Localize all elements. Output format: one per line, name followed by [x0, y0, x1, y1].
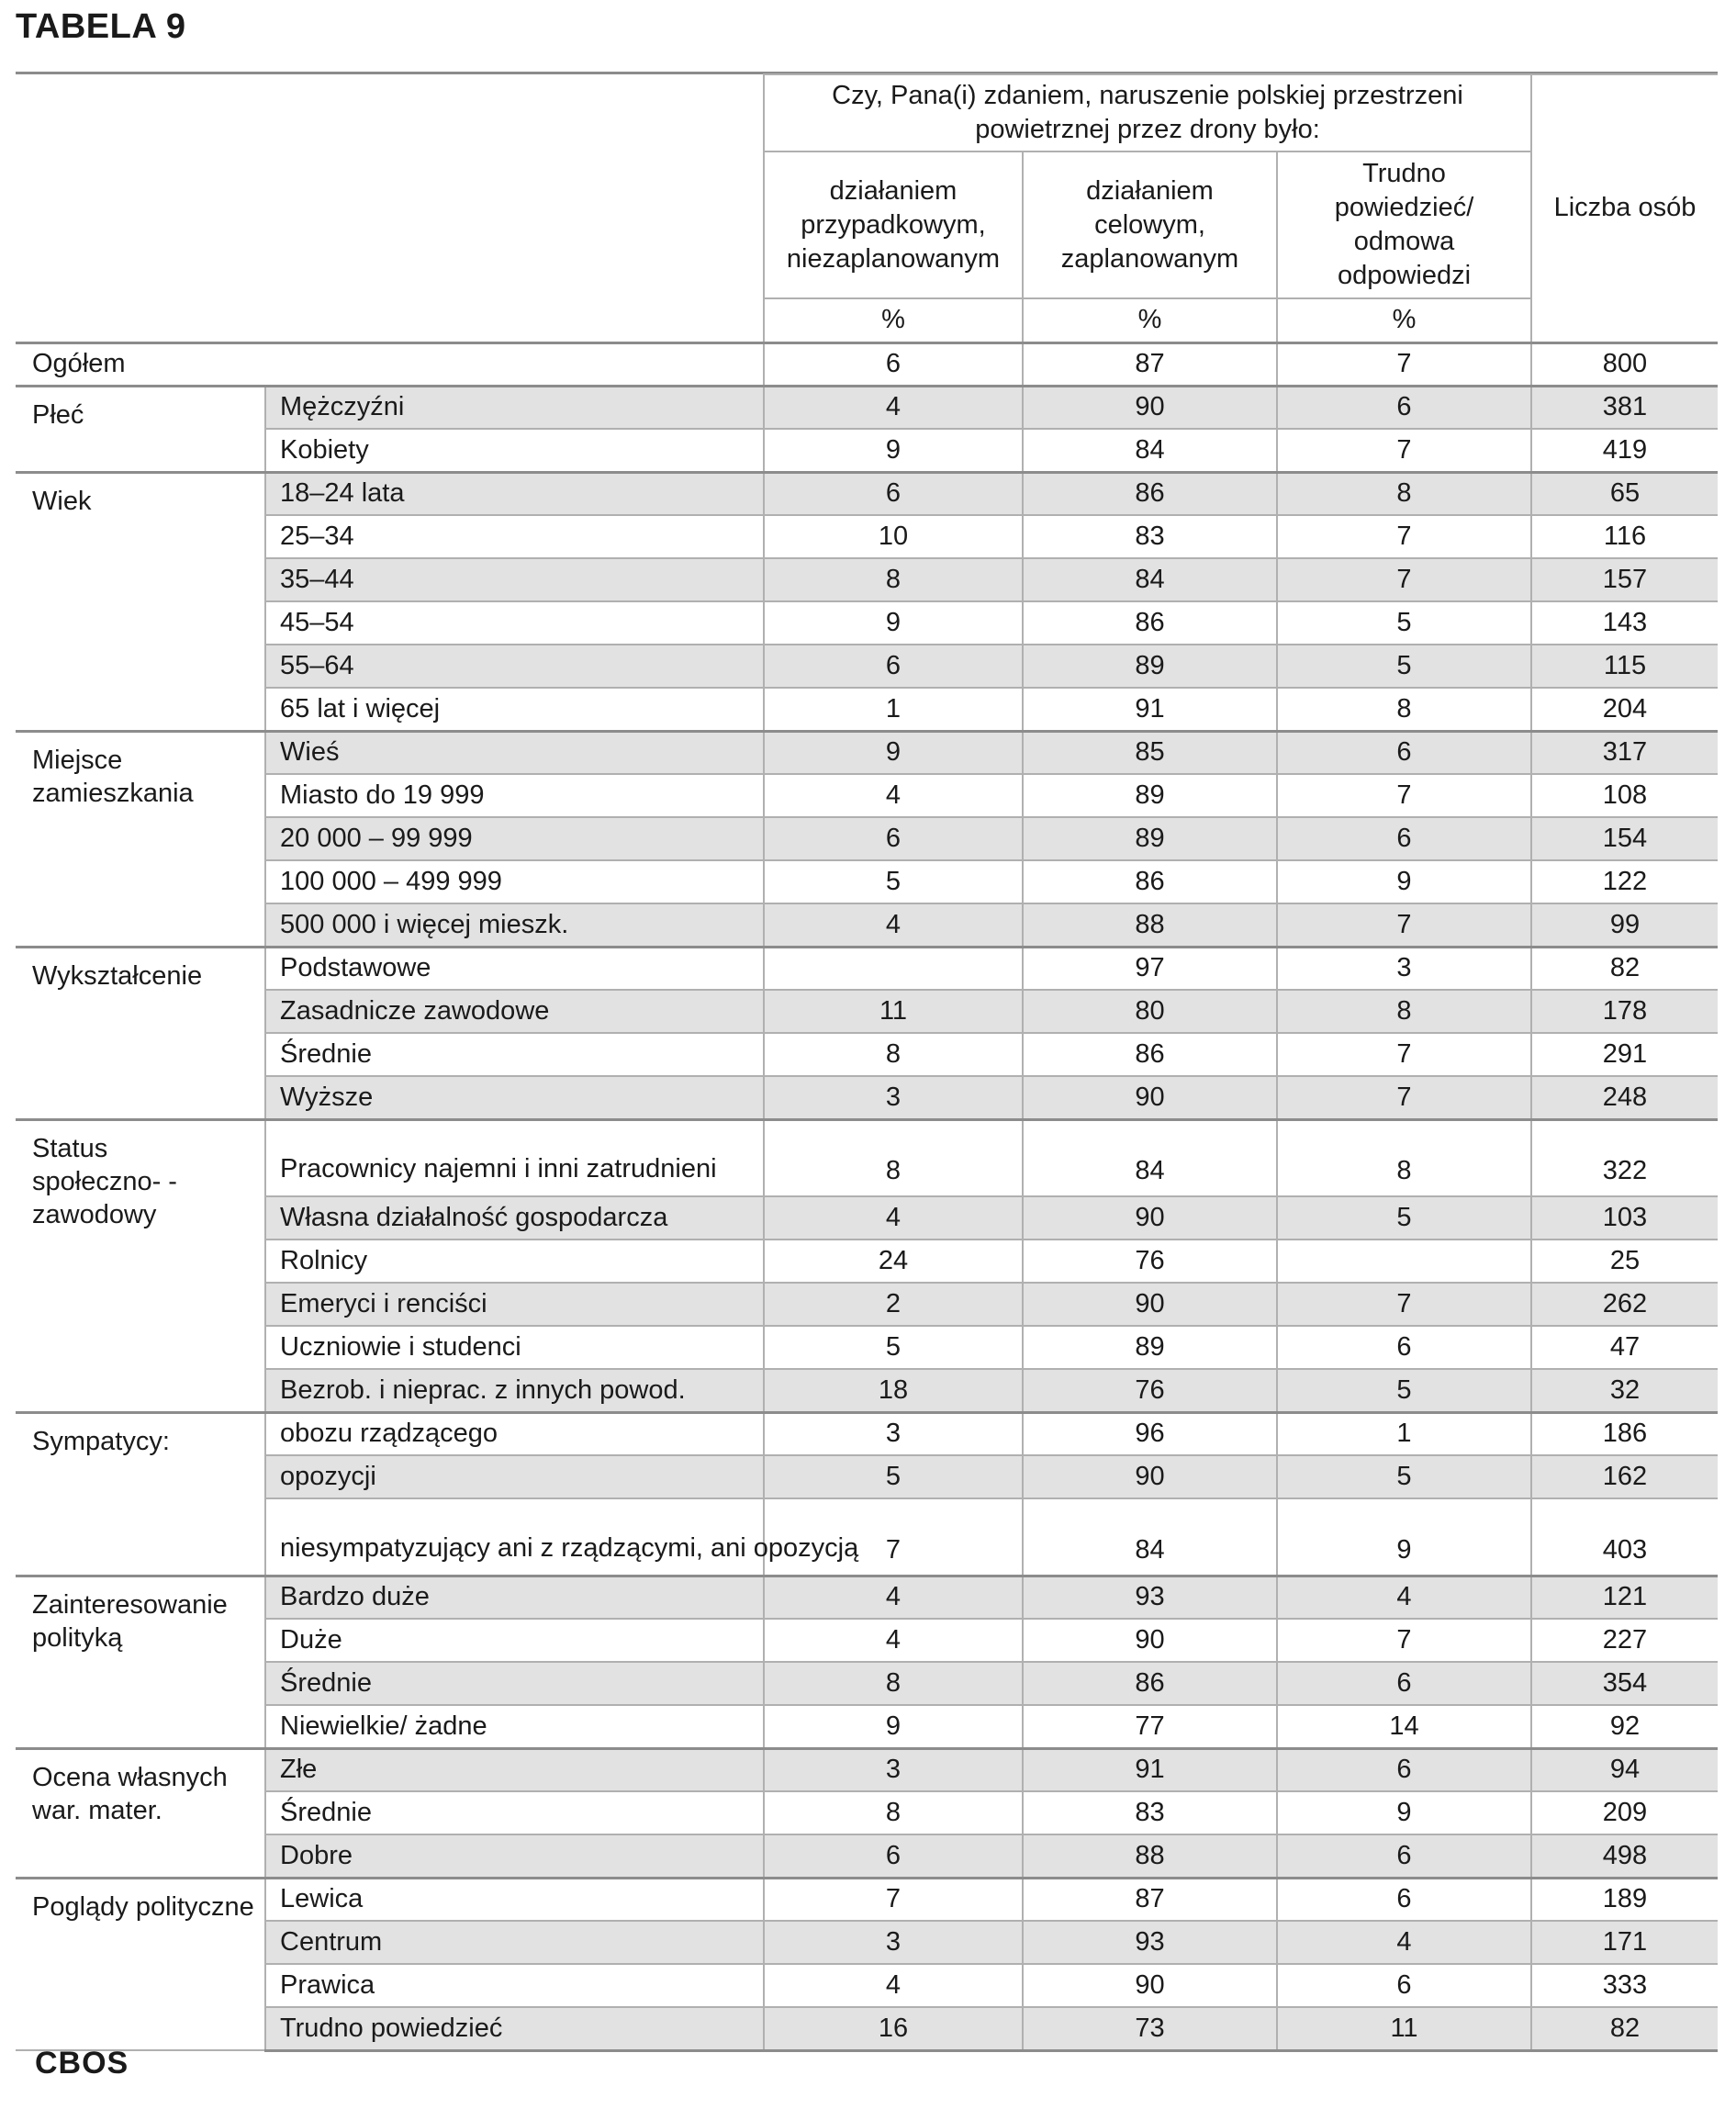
col-hard-to-say-value: 7: [1277, 1033, 1531, 1076]
unit-label: %: [1023, 298, 1277, 342]
table-row: [16, 429, 1718, 472]
count-value: 82: [1531, 947, 1718, 990]
table-row: [16, 645, 1718, 688]
table-row: [16, 1834, 1718, 1878]
col-hard-to-say-value: 6: [1277, 386, 1531, 429]
count-value: 115: [1531, 645, 1718, 688]
row-label: Średnie: [265, 1791, 764, 1834]
col-hard-to-say-value: 6: [1277, 1878, 1531, 1921]
row-label: Prawica: [265, 1964, 764, 2007]
col-hard-to-say-value: 6: [1277, 731, 1531, 774]
col-random-value: 24: [764, 1240, 1023, 1283]
col-deliberate-value: 97: [1023, 947, 1277, 990]
col-random-value: 10: [764, 515, 1023, 558]
col-deliberate-value: 84: [1023, 1498, 1277, 1576]
col-hard-to-say-value: 4: [1277, 1921, 1531, 1964]
col-deliberate-value: 93: [1023, 1576, 1277, 1619]
col-random-value: 6: [764, 817, 1023, 860]
table-row: [16, 2007, 1718, 2050]
count-value: 209: [1531, 1791, 1718, 1834]
count-value: 47: [1531, 1326, 1718, 1369]
col-random-value: 3: [764, 1748, 1023, 1791]
col-deliberate-header: działaniem celowym, zaplanowanym: [1023, 151, 1277, 298]
col-hard-to-say-value: 7: [1277, 903, 1531, 947]
row-label: 35–44: [265, 558, 764, 601]
table-row: [16, 1326, 1718, 1369]
row-label: Trudno powiedzieć: [265, 2007, 764, 2050]
row-label: 25–34: [265, 515, 764, 558]
row-label: Średnie: [265, 1662, 764, 1705]
table-row: [16, 601, 1718, 645]
col-random-header: działaniem przypadkowym, niezaplanowanym: [764, 151, 1023, 298]
unit-label: %: [1277, 298, 1531, 342]
col-random-value: 7: [764, 1498, 1023, 1576]
col-deliberate-value: 87: [1023, 342, 1277, 386]
col-hard-to-say-value: 14: [1277, 1705, 1531, 1748]
count-value: 800: [1531, 342, 1718, 386]
row-label: Wyższe: [265, 1076, 764, 1119]
row-label: 55–64: [265, 645, 764, 688]
col-hard-to-say-value: 3: [1277, 947, 1531, 990]
count-value: 419: [1531, 429, 1718, 472]
row-label: Duże: [265, 1619, 764, 1662]
col-hard-to-say-value: 6: [1277, 1964, 1531, 2007]
col-hard-to-say-value: [1277, 1240, 1531, 1283]
table-row: [16, 1748, 1718, 1791]
col-random-value: 9: [764, 731, 1023, 774]
col-deliberate-value: 91: [1023, 688, 1277, 731]
table-row: [16, 1576, 1718, 1619]
table-row: [16, 1619, 1718, 1662]
col-deliberate-value: 90: [1023, 1283, 1277, 1326]
row-label: Średnie: [265, 1033, 764, 1076]
table-row: [16, 990, 1718, 1033]
count-value: 154: [1531, 817, 1718, 860]
col-random-value: 8: [764, 1662, 1023, 1705]
count-value: 333: [1531, 1964, 1718, 2007]
row-label: Rolnicy: [265, 1240, 764, 1283]
col-deliberate-value: 86: [1023, 1662, 1277, 1705]
table-row: [16, 386, 1718, 429]
count-value: 204: [1531, 688, 1718, 731]
col-hard-to-say-value: 7: [1277, 429, 1531, 472]
col-deliberate-value: 90: [1023, 1076, 1277, 1119]
col-random-value: 1: [764, 688, 1023, 731]
table-row: [16, 1412, 1718, 1455]
col-hard-to-say-value: 9: [1277, 1498, 1531, 1576]
table-row: [16, 1964, 1718, 2007]
table-row: [16, 688, 1718, 731]
col-deliberate-value: 89: [1023, 774, 1277, 817]
col-hard-to-say-value: 7: [1277, 515, 1531, 558]
col-deliberate-value: 90: [1023, 386, 1277, 429]
col-hard-to-say-value: 5: [1277, 1455, 1531, 1498]
count-value: 171: [1531, 1921, 1718, 1964]
table-row: [16, 1196, 1718, 1240]
table-body: [16, 342, 1718, 2050]
total-row: [16, 342, 1718, 386]
col-deliberate-value: 84: [1023, 558, 1277, 601]
col-hard-to-say-value: 5: [1277, 1369, 1531, 1412]
col-random-value: 11: [764, 990, 1023, 1033]
col-random-value: 9: [764, 601, 1023, 645]
col-deliberate-value: 87: [1023, 1878, 1277, 1921]
col-deliberate-value: 84: [1023, 1119, 1277, 1196]
row-label: obozu rządzącego: [265, 1412, 764, 1455]
col-random-value: 4: [764, 774, 1023, 817]
col-deliberate-value: 76: [1023, 1240, 1277, 1283]
table-row: [16, 817, 1718, 860]
count-value: 381: [1531, 386, 1718, 429]
col-hard-to-say-value: 9: [1277, 860, 1531, 903]
col-deliberate-value: 77: [1023, 1705, 1277, 1748]
col-random-value: 4: [764, 386, 1023, 429]
col-hard-to-say-header: Trudno powiedzieć/ odmowa odpowiedzi: [1277, 151, 1531, 298]
table-row: [16, 1119, 1718, 1196]
col-hard-to-say-value: 6: [1277, 1834, 1531, 1878]
count-value: 103: [1531, 1196, 1718, 1240]
col-random-value: 6: [764, 472, 1023, 515]
row-label: Lewica: [265, 1878, 764, 1921]
col-random-value: 18: [764, 1369, 1023, 1412]
col-hard-to-say-value: 6: [1277, 1326, 1531, 1369]
col-deliberate-value: 89: [1023, 1326, 1277, 1369]
count-value: 317: [1531, 731, 1718, 774]
col-deliberate-value: 83: [1023, 515, 1277, 558]
table-header: [16, 74, 1718, 342]
col-random-value: 5: [764, 1326, 1023, 1369]
row-label: Centrum: [265, 1921, 764, 1964]
count-value: 291: [1531, 1033, 1718, 1076]
col-deliberate-value: 90: [1023, 1619, 1277, 1662]
col-random-value: 7: [764, 1878, 1023, 1921]
col-random-value: 3: [764, 1412, 1023, 1455]
question-header: Czy, Pana(i) zdaniem, naruszenie polskiej przestrzeni powietrznej przez drony było:: [764, 74, 1531, 151]
col-hard-to-say-value: 4: [1277, 1576, 1531, 1619]
col-deliberate-value: 90: [1023, 1455, 1277, 1498]
col-random-value: 3: [764, 1921, 1023, 1964]
col-hard-to-say-value: 8: [1277, 1119, 1531, 1196]
table-row: [16, 860, 1718, 903]
group-label: Wiek: [16, 472, 265, 731]
row-label: Pracownicy najemni i inni zatrudnieni: [265, 1119, 764, 1196]
row-label: Niewielkie/ żadne: [265, 1705, 764, 1748]
col-random-value: 9: [764, 1705, 1023, 1748]
row-label: Uczniowie i studenci: [265, 1326, 764, 1369]
table-row: [16, 1240, 1718, 1283]
unit-label: %: [764, 298, 1023, 342]
col-random-value: 4: [764, 1964, 1023, 2007]
col-deliberate-value: 96: [1023, 1412, 1277, 1455]
table-row: [16, 1705, 1718, 1748]
col-hard-to-say-value: 8: [1277, 688, 1531, 731]
col-random-value: 4: [764, 1196, 1023, 1240]
row-label: 500 000 i więcej mieszk.: [265, 903, 764, 947]
row-label: Bardzo duże: [265, 1576, 764, 1619]
col-hard-to-say-value: 5: [1277, 1196, 1531, 1240]
group-label: Ocena własnych war. mater.: [16, 1748, 265, 1878]
count-value: 121: [1531, 1576, 1718, 1619]
count-value: 178: [1531, 990, 1718, 1033]
table-row: [16, 1791, 1718, 1834]
table-row: [16, 1878, 1718, 1921]
table-row: [16, 1369, 1718, 1412]
group-label: Status społeczno- -zawodowy: [16, 1119, 265, 1412]
table-row: [16, 558, 1718, 601]
row-label: Bezrob. i nieprac. z innych powod.: [265, 1369, 764, 1412]
row-label: 100 000 – 499 999: [265, 860, 764, 903]
count-header: Liczba osób: [1531, 74, 1718, 342]
col-random-value: 5: [764, 1455, 1023, 1498]
col-random-value: 9: [764, 429, 1023, 472]
table-row: [16, 731, 1718, 774]
group-label: Sympatycy:: [16, 1412, 265, 1576]
table-row: [16, 472, 1718, 515]
table-row: [16, 1498, 1718, 1576]
col-deliberate-value: 86: [1023, 472, 1277, 515]
count-value: 82: [1531, 2007, 1718, 2050]
row-label: 18–24 lata: [265, 472, 764, 515]
count-value: 99: [1531, 903, 1718, 947]
row-label: 65 lat i więcej: [265, 688, 764, 731]
row-label: niesympatyzujący ani z rządzącymi, ani opozycją: [265, 1498, 764, 1576]
table-row: [16, 1076, 1718, 1119]
row-label: Podstawowe: [265, 947, 764, 990]
col-deliberate-value: 90: [1023, 1964, 1277, 2007]
col-deliberate-value: 88: [1023, 1834, 1277, 1878]
table-row: [16, 515, 1718, 558]
col-deliberate-value: 86: [1023, 601, 1277, 645]
col-hard-to-say-value: 9: [1277, 1791, 1531, 1834]
col-random-value: 6: [764, 1834, 1023, 1878]
table-row: [16, 903, 1718, 947]
col-hard-to-say-value: 1: [1277, 1412, 1531, 1455]
table-row: [16, 1921, 1718, 1964]
count-value: 403: [1531, 1498, 1718, 1576]
row-label: Złe: [265, 1748, 764, 1791]
count-value: 354: [1531, 1662, 1718, 1705]
count-value: 186: [1531, 1412, 1718, 1455]
count-value: 65: [1531, 472, 1718, 515]
col-hard-to-say-value: 7: [1277, 558, 1531, 601]
row-label: 20 000 – 99 999: [265, 817, 764, 860]
count-value: 189: [1531, 1878, 1718, 1921]
col-random-value: 6: [764, 342, 1023, 386]
table-row: [16, 774, 1718, 817]
row-label: Emeryci i renciści: [265, 1283, 764, 1326]
total-label: Ogółem: [16, 342, 764, 386]
col-random-value: 4: [764, 1619, 1023, 1662]
row-label: 45–54: [265, 601, 764, 645]
col-deliberate-value: 80: [1023, 990, 1277, 1033]
col-deliberate-value: 93: [1023, 1921, 1277, 1964]
col-deliberate-value: 89: [1023, 817, 1277, 860]
col-hard-to-say-value: 6: [1277, 1662, 1531, 1705]
col-random-value: 8: [764, 1119, 1023, 1196]
col-hard-to-say-value: 7: [1277, 774, 1531, 817]
count-value: 116: [1531, 515, 1718, 558]
count-value: 262: [1531, 1283, 1718, 1326]
row-label: Kobiety: [265, 429, 764, 472]
col-deliberate-value: 76: [1023, 1369, 1277, 1412]
count-value: 322: [1531, 1119, 1718, 1196]
col-deliberate-value: 91: [1023, 1748, 1277, 1791]
col-deliberate-value: 73: [1023, 2007, 1277, 2050]
col-deliberate-value: 85: [1023, 731, 1277, 774]
col-random-value: 2: [764, 1283, 1023, 1326]
cbos-logo: CBOS: [35, 2046, 129, 2081]
col-random-value: 3: [764, 1076, 1023, 1119]
table-row: [16, 1455, 1718, 1498]
count-value: 25: [1531, 1240, 1718, 1283]
col-deliberate-value: 89: [1023, 645, 1277, 688]
col-deliberate-value: 86: [1023, 1033, 1277, 1076]
col-hard-to-say-value: 7: [1277, 342, 1531, 386]
count-value: 108: [1531, 774, 1718, 817]
group-label: Wykształcenie: [16, 947, 265, 1119]
col-random-value: 5: [764, 860, 1023, 903]
count-value: 143: [1531, 601, 1718, 645]
col-deliberate-value: 90: [1023, 1196, 1277, 1240]
col-random-value: 8: [764, 1791, 1023, 1834]
col-deliberate-value: 86: [1023, 860, 1277, 903]
col-random-value: 4: [764, 1576, 1023, 1619]
col-random-value: 8: [764, 1033, 1023, 1076]
col-hard-to-say-value: 6: [1277, 1748, 1531, 1791]
row-label: Dobre: [265, 1834, 764, 1878]
col-hard-to-say-value: 5: [1277, 645, 1531, 688]
count-value: 122: [1531, 860, 1718, 903]
col-deliberate-value: 88: [1023, 903, 1277, 947]
row-label: Wieś: [265, 731, 764, 774]
table-title: TABELA 9: [16, 7, 186, 46]
col-deliberate-value: 83: [1023, 1791, 1277, 1834]
row-label: Własna działalność gospodarcza: [265, 1196, 764, 1240]
col-hard-to-say-value: 7: [1277, 1619, 1531, 1662]
table-row: [16, 1662, 1718, 1705]
col-hard-to-say-value: 8: [1277, 472, 1531, 515]
col-random-value: 8: [764, 558, 1023, 601]
table-row: [16, 1283, 1718, 1326]
count-value: 32: [1531, 1369, 1718, 1412]
table-row: [16, 1033, 1718, 1076]
group-label: Płeć: [16, 386, 265, 472]
count-value: 157: [1531, 558, 1718, 601]
group-label: Poglądy polityczne: [16, 1878, 265, 2050]
row-label: Zasadnicze zawodowe: [265, 990, 764, 1033]
col-hard-to-say-value: 11: [1277, 2007, 1531, 2050]
col-random-value: 4: [764, 903, 1023, 947]
count-value: 498: [1531, 1834, 1718, 1878]
group-label: Miejsce zamieszkania: [16, 731, 265, 947]
col-hard-to-say-value: 8: [1277, 990, 1531, 1033]
col-hard-to-say-value: 7: [1277, 1076, 1531, 1119]
count-value: 162: [1531, 1455, 1718, 1498]
col-hard-to-say-value: 6: [1277, 817, 1531, 860]
col-hard-to-say-value: 7: [1277, 1283, 1531, 1326]
header-blank: [16, 74, 764, 342]
col-hard-to-say-value: 5: [1277, 601, 1531, 645]
group-label: Zainteresowanie polityką: [16, 1576, 265, 1748]
table-row: [16, 947, 1718, 990]
row-label: Miasto do 19 999: [265, 774, 764, 817]
data-table: [16, 73, 1718, 2052]
row-label: Mężczyźni: [265, 386, 764, 429]
row-label: opozycji: [265, 1455, 764, 1498]
count-value: 248: [1531, 1076, 1718, 1119]
col-deliberate-value: 84: [1023, 429, 1277, 472]
count-value: 94: [1531, 1748, 1718, 1791]
col-random-value: [764, 947, 1023, 990]
col-random-value: 16: [764, 2007, 1023, 2050]
count-value: 227: [1531, 1619, 1718, 1662]
count-value: 92: [1531, 1705, 1718, 1748]
col-random-value: 6: [764, 645, 1023, 688]
